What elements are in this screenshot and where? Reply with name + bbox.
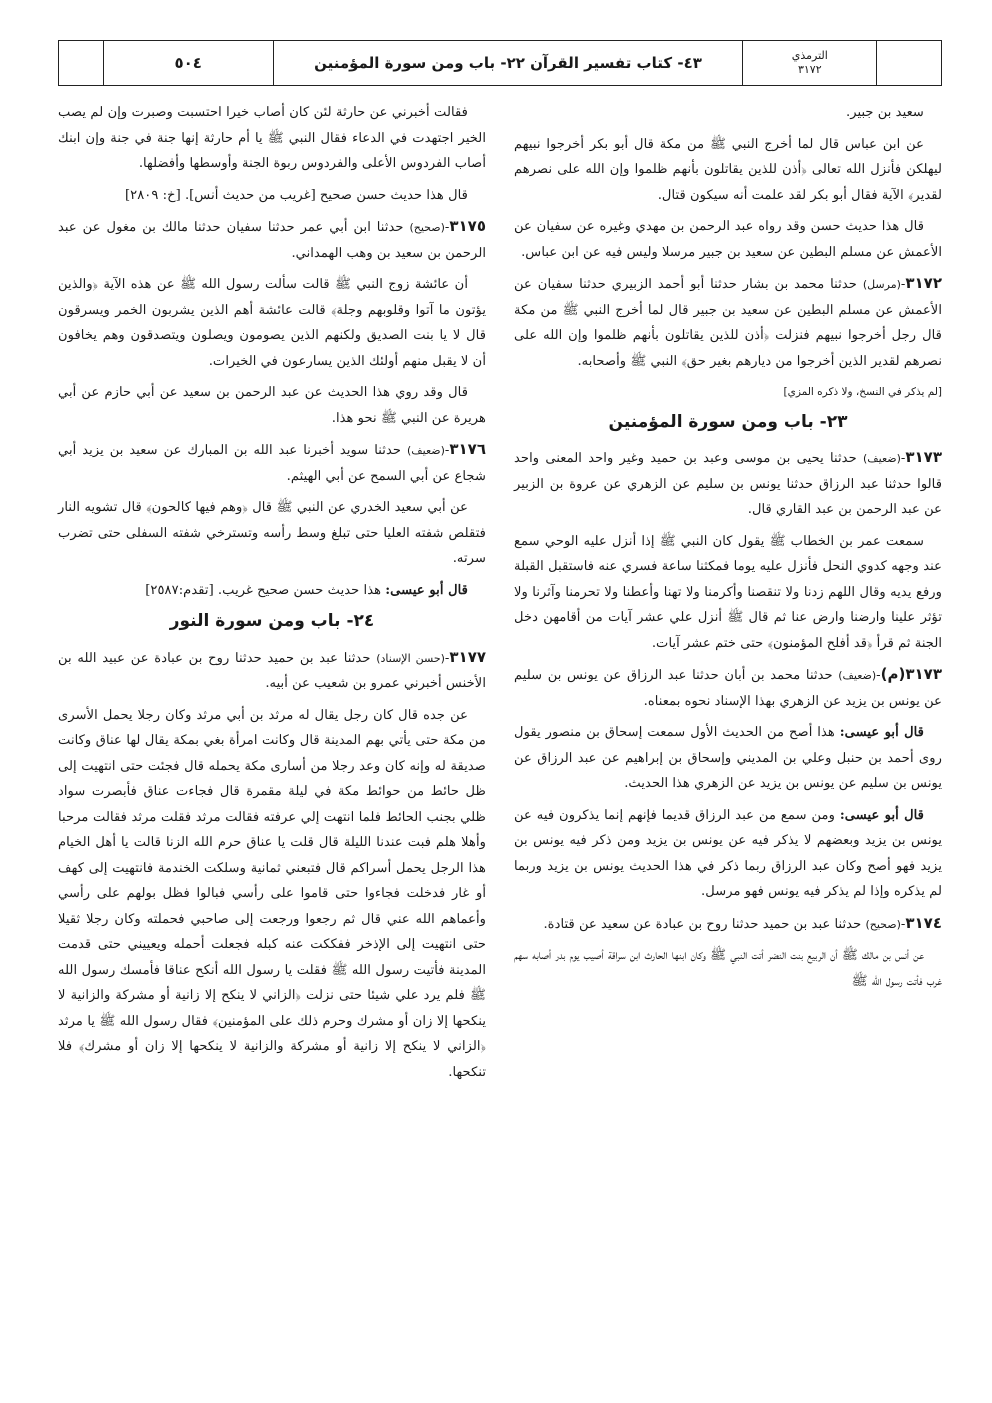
hadith-grade: (ضعيف) bbox=[406, 444, 445, 457]
hadith-entry: ٣١٧٥-(صحيح) حدثنا ابن أبي عمر حدثنا سفيان حدثنا مالك بن مغول عن عبد الرحمن بن سعيد بن وهب الهمداني. bbox=[58, 217, 486, 261]
hadith-chain: حدثنا يحيى بن موسى وعبد بن حميد وغير واحد المعنى واحد قالوا حدثنا عبد الرزاق حدثنا يونس بن سليم عن الزهري عن عروة بن الزبير عن عبد الرحمن بن عبد القاري قال. bbox=[514, 451, 942, 517]
hadith-chain: حدثنا عبد بن حميد حدثنا روح بن عبادة عن سعيد عن قتادة. bbox=[543, 916, 862, 932]
hadith-entry: ٣١٧٣-(ضعيف) حدثنا يحيى بن موسى وعبد بن حميد وغير واحد المعنى واحد قالوا حدثنا عبد الرزاق حدثنا يونس بن سليم عن الزهري عن عروة بن الزبير عن عبد الرحمن بن عبد القاري قال. bbox=[514, 448, 942, 517]
text-paragraph bbox=[58, 495, 486, 572]
paragraph-text: سمعت عمر بن الخطاب ﷺ يقول كان النبي ﷺ إذا أنزل عليه الوحي سمع عند وجهه كدوي النحل فأنزل عليه يوما فمكثنا ساعة فسري عنه فاستقبل القبلة ورفع يديه وقال اللهم زدنا ولا تنقصنا وأكرمنا ولا تهنا وأعطنا ولا تحرمنا وآثرنا ولا تؤثر علينا وارضنا وارض عنا ثم قال ﷺ أنزل علي عشر آيات من أقامهن دخل الجنة ثم قرأ ﴿قد أفلح المؤمنون﴾ حتى ختم عشر آيات. bbox=[514, 533, 942, 651]
hadith-chain: حدثنا عبد بن حميد حدثنا روح بن عبادة عن عبيد الله بن الأخنس أخبرني عمرو بن شعيب عن أبيه. bbox=[58, 650, 486, 691]
header-book-name: الترمذي bbox=[791, 49, 828, 62]
hadith-grade: (ضعيف) bbox=[838, 669, 877, 682]
text-paragraph bbox=[58, 100, 486, 177]
right-column bbox=[514, 100, 942, 1000]
hadith-number: ٣١٧٣ bbox=[905, 448, 942, 466]
text-paragraph bbox=[58, 578, 486, 604]
hadith-number: ٣١٧٥ bbox=[449, 217, 486, 235]
paragraph-text: سعيد بن جبير. bbox=[846, 105, 924, 120]
text-paragraph bbox=[514, 943, 942, 994]
hadith-entry: ٣١٧٣(م)-(ضعيف) حدثنا محمد بن أبان حدثنا عبد الرزاق عن يونس بن سليم عن يونس بن يزيد عن الزهري بهذا الإسناد نحوه بمعناه. bbox=[514, 665, 942, 709]
paragraph-text: عن ابن عباس قال لما أخرج النبي ﷺ من مكة قال أبو بكر أخرجوا نبيهم ليهلكن فأنزل الله تعالى ﴿أذن للذين يقاتلون بأنهم ظلموا وإن الله على نصرهم لقدير﴾ الآية فقال أبو بكر لقد علمت أنه سيكون قتال. bbox=[514, 136, 942, 203]
paragraph-text: هذا أصح من الحديث الأول سمعت إسحاق بن منصور يقول روى أحمد بن حنبل وعلي بن المديني وإسحاق بن إبراهيم عن عبد الرزاق عن يونس بن سليم عن يونس بن يزيد عن الزهري هذا الحديث. bbox=[514, 725, 942, 791]
paragraph-lead: قال أبو عيسى: bbox=[385, 582, 468, 598]
header-title: ٤٣- كتاب تفسير القرآن ٢٢- باب ومن سورة المؤمنين bbox=[274, 41, 744, 85]
hadith-number: ٣١٧٣(م) bbox=[880, 665, 942, 683]
paragraph-text: قال هذا حديث حسن وقد رواه عبد الرحمن بن مهدي وغيره عن سفيان عن الأعمش عن مسلم البطين عن سعيد بن جبير مرسلا وليس فيه عن ابن عباس. bbox=[514, 219, 942, 260]
text-paragraph bbox=[514, 529, 942, 657]
header-empty-cell-left bbox=[59, 41, 104, 85]
paragraph-text: قال وقد روي هذا الحديث عن عبد الرحمن بن سعيد عن أبي حازم عن أبي هريرة عن النبي ﷺ نحو هذا. bbox=[58, 385, 486, 426]
header-hadith-range: ٣١٧٢ bbox=[797, 63, 822, 76]
book-page bbox=[58, 40, 942, 1370]
text-paragraph bbox=[514, 803, 942, 905]
editorial-note: [لم يذكر في النسخ، ولا ذكره المزي] bbox=[783, 386, 942, 398]
paragraph-text: فقالت أخبرني عن حارثة لئن كان أصاب خيرا احتسبت وصبرت وإن لم يصب الخير اجتهدت في الدعاء فقال النبي ﷺ يا أم حارثة إنها جنة في جنة وإن ابنك أصاب الفردوس الأعلى والفردوس ربوة الجنة وأوسطها وأفضلها. bbox=[58, 105, 486, 171]
paragraph-text: هذا حديث حسن صحيح غريب. [تقدم:٢٥٨٧] bbox=[145, 582, 382, 598]
chapter-heading: ٢٣- باب ومن سورة المؤمنين bbox=[608, 411, 848, 432]
hadith-number: ٣١٧٢ bbox=[905, 274, 942, 292]
hadith-chain: حدثنا سويد أخبرنا عبد الله بن المبارك عن سعيد بن يزيد أبي شجاع عن أبي السمح عن أبي الهيثم. bbox=[58, 443, 486, 484]
text-paragraph bbox=[514, 214, 942, 265]
paragraph-lead: قال أبو عيسى: bbox=[839, 725, 924, 740]
hadith-grade: (صحيح) bbox=[409, 221, 445, 234]
hadith-entry: ٣١٧٦-(ضعيف) حدثنا سويد أخبرنا عبد الله بن المبارك عن سعيد بن يزيد أبي شجاع عن أبي السمح عن أبي الهيثم. bbox=[58, 440, 486, 484]
hadith-entry: ٣١٧٢-(مرسل) حدثنا محمد بن بشار حدثنا أبو أحمد الزبيري حدثنا سفيان عن الأعمش عن مسلم البطين عن سعيد بن جبير قال لما أخرج النبي ﷺ من مكة قال رجل أخرجوا نبيهم فنزلت ﴿أذن للذين يقاتلون بأنهم ظلموا وإن الله على نصرهم لقدير الذين أخرجوا من ديارهم بغير حق﴾ النبي ﷺ وأصحابه. bbox=[514, 274, 942, 369]
text-paragraph bbox=[514, 720, 942, 797]
paragraph-text: عن أنس بن مالك ﷺ أن الربيع بنت النضر أتت النبي ﷺ وكان ابنها الحارث ابن سراقة أصيب يوم بدر أصابه سهم غرب فأتت رسول الله ﷺ bbox=[514, 948, 942, 989]
hadith-chain: حدثنا ابن أبي عمر حدثنا سفيان حدثنا مالك بن مغول عن عبد الرحمن بن سعيد بن وهب الهمداني. bbox=[58, 220, 486, 261]
hadith-grade: (ضعيف) bbox=[862, 452, 901, 465]
hadith-chain: حدثنا محمد بن بشار حدثنا أبو أحمد الزبيري حدثنا سفيان عن الأعمش عن مسلم البطين عن سعيد بن جبير قال لما أخرج النبي ﷺ من مكة قال رجل أخرجوا نبيهم فنزلت ﴿أذن للذين يقاتلون بأنهم ظلموا وإن الله على نصرهم لقدير الذين أخرجوا من ديارهم بغير حق﴾ النبي ﷺ وأصحابه. bbox=[514, 277, 942, 369]
paragraph-text: عن أبي سعيد الخدري عن النبي ﷺ قال ﴿وهم فيها كالحون﴾ قال تشويه النار فتقلص شفته العليا حتى تبلغ وسط رأسه وتسترخي شفته السفلى حتى تضرب سرته. bbox=[58, 500, 486, 566]
text-paragraph bbox=[514, 132, 942, 209]
paragraph-text: أن عائشة زوج النبي ﷺ قالت سألت رسول الله ﷺ عن هذه الآية ﴿والذين يؤتون ما آتوا وقلوبهم وجلة﴾ قالت عائشة أهم الذين يشربون الخمر ويسرقون قال لا يا بنت الصديق ولكنهم الذين يصومون ويصلون ويتصدقون وهم يخافون أن لا يقبل منهم أولئك الذين يسارعون في الخيرات. bbox=[58, 277, 486, 369]
text-paragraph bbox=[58, 703, 486, 1086]
text-paragraph bbox=[58, 272, 486, 374]
hadith-entry: ٣١٧٤-(صحيح) حدثنا عبد بن حميد حدثنا روح بن عبادة عن سعيد عن قتادة. bbox=[543, 913, 942, 932]
page-number: ٥٠٤ bbox=[104, 41, 274, 85]
hadith-entry: ٣١٧٧-(حسن الإسناد) حدثنا عبد بن حميد حدثنا روح بن عبادة عن عبيد الله بن الأخنس أخبرني عمرو بن شعيب عن أبيه. bbox=[58, 647, 487, 691]
text-paragraph bbox=[58, 380, 486, 431]
hadith-number: ٣١٧٧ bbox=[449, 647, 487, 666]
chapter-heading: ٢٤- باب ومن سورة النور bbox=[169, 611, 375, 631]
header-empty-cell-right bbox=[877, 41, 941, 85]
hadith-chain: حدثنا محمد بن أبان حدثنا عبد الرزاق عن يونس بن سليم عن يونس بن يزيد عن الزهري بهذا الإسناد نحوه بمعناه. bbox=[514, 668, 942, 709]
text-paragraph bbox=[514, 100, 942, 126]
hadith-grade: (مرسل) bbox=[862, 278, 901, 291]
hadith-number: ٣١٧٤ bbox=[905, 913, 942, 932]
paragraph-text: قال هذا حديث حسن صحيح [غريب من حديث أنس]. [خ: ٢٨٠٩] bbox=[124, 187, 468, 203]
paragraph-lead: قال أبو عيسى: bbox=[839, 807, 924, 823]
left-column bbox=[58, 100, 486, 1091]
header-book-info bbox=[743, 41, 877, 85]
running-header bbox=[58, 40, 942, 86]
hadith-grade: (صحيح) bbox=[865, 917, 901, 931]
paragraph-text: ومن سمع من عبد الرزاق قديما فإنهم إنما يذكرون فيه عن يونس بن يزيد وبعضهم لا يذكر فيه عن يونس بن يزيد ومن ذكر فيه يونس بن يزيد فهو أصح وكان عبد الرزاق ربما ذكر في هذا الحديث يونس بن يزيد وربما لم يذكره وإذا لم يذكر فيه يونس فهو مرسل. bbox=[514, 807, 942, 899]
paragraph-text: عن جده قال كان رجل يقال له مرثد بن أبي مرثد وكان رجلا يحمل الأسرى من مكة حتى يأتي بهم المدينة قال وكانت امرأة بغي بمكة يقال لها عناق وكانت صديقة له وإنه كان وعد رجلا من أسارى مكة يحمله قال فجئت حتى انتهيت إلى ظل حائط من حوائط مكة في ليلة مقمرة قال فجاءت عناق فأبصرت سواد ظلي بجنب الحائط فلما انتهت إلي عرفته فقالت مرثد فقلت مرثد فقالت مرحبا وأهلا هلم فبت عندنا الليلة قال قلت يا عناق حرم الله الزنا قالت يا أهل الخيام هذا الرجل يحمل أسراكم قال فتبعني ثمانية وسلكت الخندمة فانتهيت إلى كهف أو غار فدخلت فجاءوا حتى قاموا على رأسي فبالوا فظل بولهم على رأسي وأعماهم الله عني قال ثم رجعوا ورجعت إلى صاحبي فحملته وكان رجلا ثقيلا حتى انتهيت إلى الإذخر ففككت عنه كبله فجعلت أحمله ويعييني حتى قدمت المدينة فأتيت رسول الله ﷺ فقلت يا رسول الله أنكح عناقا فأمسك رسول الله ﷺ فلم يرد علي شيئا حتى نزلت ﴿الزاني لا ينكح إلا زانية أو مشركة والزانية لا ينكحها إلا زان أو مشرك وحرم ذلك على المؤمنين﴾ فقال رسول الله ﷺ يا مرثد ﴿الزاني لا ينكح إلا زانية أو مشركة والزانية لا ينكحها إلا زان أو مشرك﴾ فلا تنكحها. bbox=[58, 707, 486, 1080]
text-paragraph bbox=[58, 183, 486, 209]
hadith-grade: (حسن الإسناد) bbox=[376, 651, 445, 665]
hadith-number: ٣١٧٦ bbox=[449, 440, 486, 458]
